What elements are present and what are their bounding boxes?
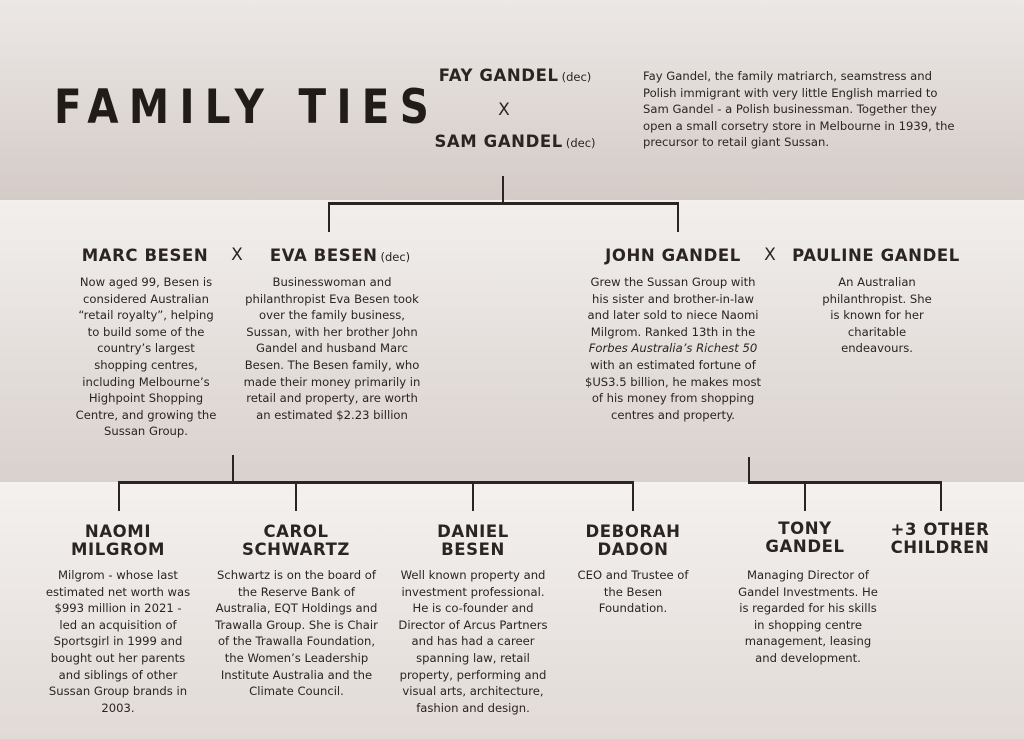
grandparents-description: Fay Gandel, the family matriarch, seamstress and Polish immigrant with very little English married to Sam Gandel - a Polish businessman. Together they open a small corsetry store in Melbourne in 1939, the precursor to retail giant Sussan. xyxy=(643,69,955,150)
tony-gandel-description: Managing Director of Gandel Investments. He is regarded for his skills in shopping centre management, leasing and development. xyxy=(738,568,878,665)
connector-line xyxy=(502,176,504,204)
connector-line xyxy=(295,481,297,511)
description-text: with an estimated fortune of $US3.5 billion, he makes most of his money from shopping centres and property. xyxy=(584,357,762,422)
carol-schwartz-name: CAROL SCHWARTZ xyxy=(241,522,350,559)
connector-line xyxy=(232,455,234,484)
fay-gandel-name xyxy=(400,67,630,86)
connector-line xyxy=(940,481,942,511)
daniel-besen-description: Well known property and investment professional. He is co-founder and Director of Arcus Partners and has had a career spanning law, retail property, performing and visual arts, architecture, fashion and design. xyxy=(398,568,548,715)
sam-gandel-name xyxy=(400,133,630,152)
connector-line xyxy=(328,202,679,205)
connector-line xyxy=(748,481,942,484)
description-text: Grew the Sussan Group with his sister and brother-in-law and later sold to niece Naomi Milgrom. Ranked 13th in the xyxy=(587,275,759,339)
page-title: FAMILY TIES xyxy=(54,80,440,135)
deceased-label: (dec) xyxy=(380,250,411,264)
john-gandel-name: JOHN GANDEL xyxy=(605,246,741,265)
person-name: EVA BESEN xyxy=(269,246,378,265)
connector-line xyxy=(804,481,806,511)
marc-besen-name: MARC BESEN xyxy=(81,246,209,265)
eva-besen-description: Businesswoman and philanthropist Eva Besen took over the family business, Sussan, with her brother John Gandel and husband Marc Besen. The Besen family, who made their money primarily in retail and property, are worth an estimated $2.23 billion xyxy=(243,275,421,422)
tony-gandel-name: TONY GANDEL xyxy=(765,519,845,556)
deceased-label: (dec) xyxy=(561,70,592,84)
deborah-dadon-description: CEO and Trustee of the Besen Foundation. xyxy=(577,568,689,616)
connector-line xyxy=(748,457,750,484)
naomi-milgrom-name: NAOMI MILGROM xyxy=(71,522,165,559)
connector-line xyxy=(632,481,634,511)
carol-schwartz-description: Schwartz is on the board of the Reserve Bank of Australia, EQT Holdings and Trawalla Group. She is Chair of the Trawalla Foundation, the Women’s Leadership Institute Australia and the Climate Council. xyxy=(215,568,378,699)
marriage-symbol: X xyxy=(498,100,510,120)
connector-line xyxy=(118,481,120,511)
deceased-label: (dec) xyxy=(565,136,596,150)
publication-title: Forbes Australia’s Richest 50 xyxy=(588,341,758,356)
eva-besen-name xyxy=(245,247,435,266)
connector-line xyxy=(328,202,330,232)
marriage-symbol: X xyxy=(764,245,776,265)
daniel-besen-name: DANIEL BESEN xyxy=(437,522,509,559)
connector-line xyxy=(118,481,634,484)
marc-besen-description: Now aged 99, Besen is considered Australian “retail royalty”, helping to build some of the country’s largest shopping centres, including Melbourne’s Highpoint Shopping Centre, and growing the Sussan Group. xyxy=(75,275,217,439)
person-name: FAY GANDEL xyxy=(438,66,559,85)
connector-line xyxy=(472,481,474,511)
marriage-symbol: X xyxy=(231,245,243,265)
deborah-dadon-name: DEBORAH DADON xyxy=(585,522,681,559)
naomi-milgrom-description: Milgrom - whose last estimated net worth was $993 million in 2021 - led an acquisition of Sportsgirl in 1999 and bought out her parents and siblings of other Sussan Group brands in 2003. xyxy=(45,568,191,715)
connector-line xyxy=(677,202,679,232)
pauline-gandel-description: An Australian philanthropist. She is known for her charitable endeavours. xyxy=(822,275,932,356)
john-gandel-description xyxy=(584,274,762,423)
pauline-gandel-name: PAULINE GANDEL xyxy=(792,246,960,265)
person-name: SAM GANDEL xyxy=(434,132,563,151)
other-children-label: +3 OTHER CHILDREN xyxy=(890,520,990,557)
